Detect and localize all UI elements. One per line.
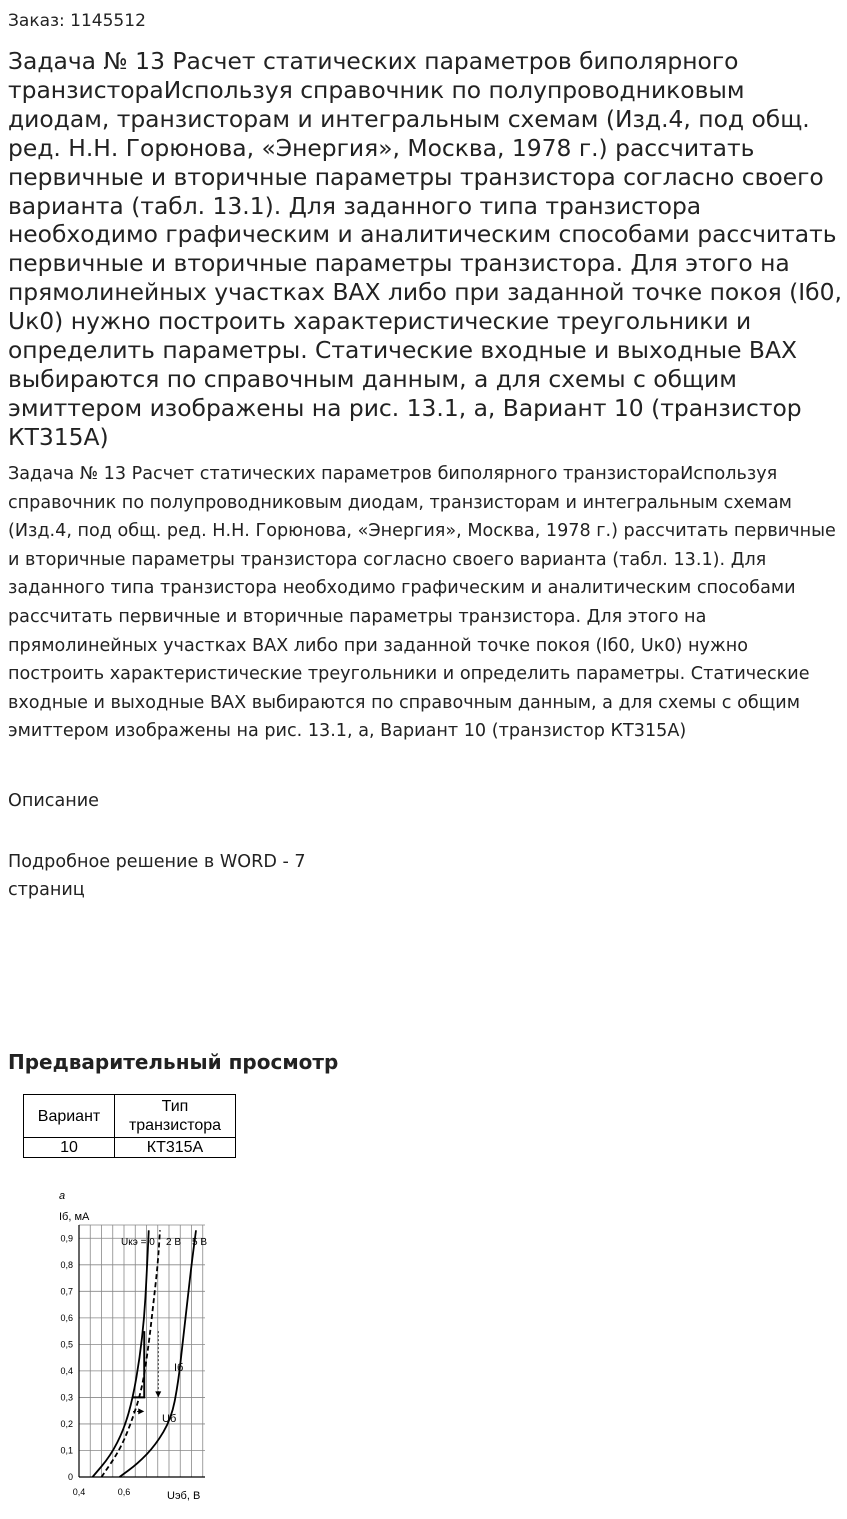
table-header-row: [24, 1095, 236, 1138]
y-tick-label: 0,6: [60, 1312, 73, 1323]
variant-table: [23, 1094, 236, 1158]
y-tick-label: 0,5: [60, 1339, 73, 1350]
chart-ticks: [60, 1233, 130, 1497]
page-title: Задача № 13 Расчет статических параметров биполярного транзистораИспользуя справочник по полупроводниковым диодам, транзисторам и интегральным схемам (Изд.4, под общ. ред. Н.Н. Горюнова, «Энергия», Москва, 1978 г.) рассчитать первичные и вторичные параметры транзистора согласно своего варианта (табл. 13.1). Для заданного типа транзистора необходимо графическим и аналитическим способами рассчитать первичные и вторичные параметры транзистора. Для этого на прямолинейных участках ВАХ либо при заданной точке покоя (Iб0, Uк0) нужно построить характеристические треугольники и определить параметры. Статические входные и выходные ВАХ выбираются по справочным данным, а для схемы с общим эмиттером изображены на рис. 13.1, а, Вариант 10 (транзистор КТ315А): [8, 47, 842, 451]
x-tick-label: 0,4: [72, 1487, 86, 1497]
label-ib: Iб: [174, 1362, 184, 1374]
y-tick-label: 0: [67, 1472, 73, 1482]
table-row: [24, 1138, 236, 1158]
cell-variant: 10: [24, 1138, 115, 1158]
label-2v: 2 В: [166, 1237, 182, 1248]
y-tick-label: 0,3: [60, 1392, 73, 1403]
y-tick-label: 0,7: [60, 1286, 73, 1297]
series-line: [93, 1230, 149, 1477]
label-uke-0: Uкэ = 0: [121, 1237, 155, 1248]
input-characteristic-chart: [55, 1183, 225, 1503]
panel-label: а: [59, 1190, 66, 1202]
y-tick-label: 0,1: [60, 1445, 73, 1456]
y-tick-label: 0,2: [60, 1418, 73, 1429]
header-variant: Вариант: [24, 1095, 115, 1138]
y-axis-label: Iб, мА: [59, 1211, 90, 1223]
cell-type: КТ315А: [115, 1138, 236, 1158]
chart-grid: [79, 1225, 208, 1477]
header-type: Тип транзистора: [115, 1095, 236, 1138]
y-tick-label: 0,8: [60, 1259, 73, 1270]
y-tick-label: 0,9: [60, 1233, 73, 1244]
series-line: [102, 1230, 161, 1477]
description-text: Подробное решение в WORD - 7 страниц: [8, 852, 306, 900]
y-tick-label: 0,4: [60, 1365, 73, 1376]
task-description: Задача № 13 Расчет статических параметров биполярного транзистораИспользуя справочник по полупроводниковым диодам, транзисторам и интегральным схемам (Изд.4, под общ. ред. Н.Н. Горюнова, «Энергия», Москва, 1978 г.) рассчитать первичные и вторичные параметры транзистора согласно своего варианта (табл. 13.1). Для заданного типа транзистора необходимо графическим и аналитическим способами рассчитать первичные и вторичные параметры транзистора. Для этого на прямолинейных участках ВАХ либо при заданной точке покоя (Iб0, Uк0) нужно построить характеристические треугольники и определить параметры. Статические входные и выходные ВАХ выбираются по справочным данным, а для схемы с общим эмиттером изображены на рис. 13.1, а, Вариант 10 (транзистор КТ315А): [8, 464, 836, 742]
x-axis-label: Uэб, В: [167, 1490, 201, 1502]
ub-arrow-head: [138, 1408, 144, 1414]
label-5v: 5 В: [192, 1237, 208, 1248]
ib-arrow-head: [155, 1391, 161, 1397]
x-tick-label: 0,6: [117, 1487, 131, 1497]
preview-heading: Предварительный просмотр: [8, 1050, 339, 1074]
label-ub: Uб: [162, 1413, 177, 1425]
description-heading: Описание: [8, 791, 100, 811]
order-number: Заказ: 1145512: [8, 11, 146, 31]
